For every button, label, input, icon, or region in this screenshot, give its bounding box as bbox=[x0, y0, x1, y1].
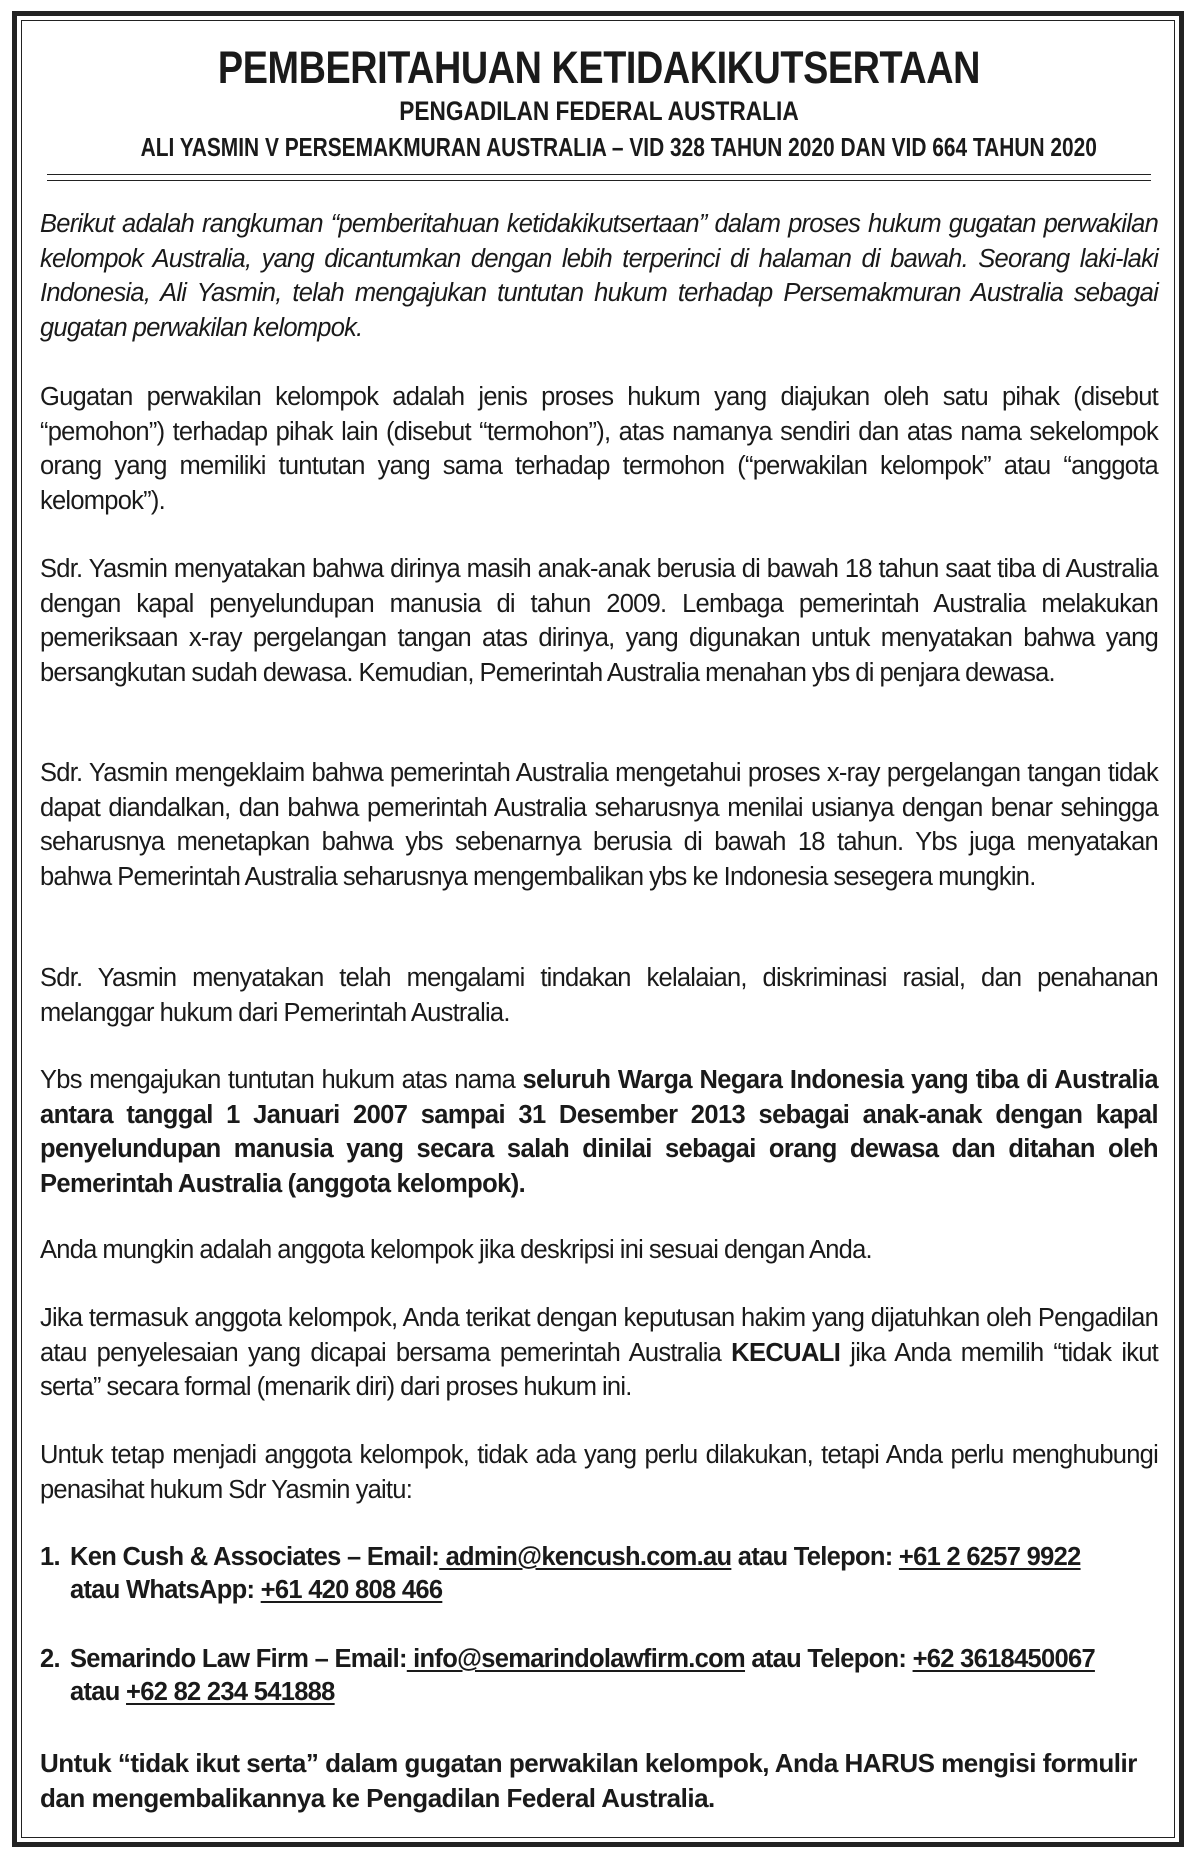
contact-phone-link[interactable]: +62 3618450067 bbox=[912, 1645, 1095, 1673]
paragraph-claim-background: Sdr. Yasmin menyatakan bahwa dirinya masih anak-anak berusia di bawah 18 tahun saat tiba di Australia dengan kapal penyelundupan manusia di tahun 2009. Lembaga pemerintah Australia melakukan pemeriksaan x-ray pergelangan tangan atas dirinya, yang digunakan untuk menyatakan bahwa yang bersangkutan sudah dewasa. Kemudian, Pemerintah Australia menahan ybs di penjara dewasa. bbox=[40, 555, 1158, 687]
paragraph-class-action-definition: Gugatan perwakilan kelompok adalah jenis proses hukum yang diajukan oleh satu pihak (disebut “pemohon”) terhadap pihak lain (disebut “termohon”), atas namanya sendiri dan atas nama sekelompok orang yang memiliki tuntutan yang sama terhadap termohon (“perwakilan kelompok” atau “anggota kelompok”). bbox=[40, 383, 1158, 515]
header-divider-bottom bbox=[47, 180, 1151, 181]
contact-alt-label: atau WhatsApp: bbox=[70, 1576, 261, 1604]
header-divider-top bbox=[47, 174, 1151, 175]
binding-lead: Jika termasuk anggota kelompok, Anda terikat dengan keputusan hakim yang dijatuhkan oleh Pengadilan atau penyelesaian yang dicapai bersama pemerintah Australia bbox=[40, 1304, 1158, 1367]
contact-firm: Ken Cush & Associates – Email: bbox=[70, 1543, 440, 1571]
contact-whatsapp-link[interactable]: +61 420 808 466 bbox=[260, 1576, 443, 1604]
paragraph-stay-member: Untuk tetap menjadi anggota kelompok, tidak ada yang perlu dilakukan, tetapi Anda perlu menghubungi penasihat hukum Sdr Yasmin yaitu: bbox=[40, 1441, 1158, 1504]
paragraph-claim-details: Sdr. Yasmin mengeklaim bahwa pemerintah Australia mengetahui proses x-ray pergelangan tangan tidak dapat diandalkan, dan bahwa pemerintah Australia seharusnya menilai usianya dengan benar sehingga seharusnya menetapkan bahwa ybs sebenarnya berusia di bawah 18 tahun. Ybs juga menyatakan bahwa Pemerintah Australia seharusnya mengembalikan ybs ke Indonesia sesegera mungkin. bbox=[40, 759, 1158, 891]
contact-email-link[interactable]: admin@kencush.com.au bbox=[439, 1543, 732, 1571]
group-members-lead: Ybs mengajukan tuntutan hukum atas nama bbox=[40, 1066, 523, 1094]
page-title: PEMBERITAHUAN KETIDAKIKUTSERTAAN bbox=[217, 42, 981, 93]
contact-email-link[interactable]: info@semarindolawfirm.com bbox=[406, 1645, 746, 1673]
court-name: PENGADILAN FEDERAL AUSTRALIA bbox=[399, 96, 799, 126]
header bbox=[40, 40, 1158, 168]
binding-exception: KECUALI bbox=[731, 1338, 841, 1367]
contact-list-item bbox=[40, 1643, 1158, 1709]
group-members-definition: seluruh Warga Negara Indonesia yang tiba di Australia antara tanggal 1 Januari 2007 sampai 31 Desember 2013 sebagai anak-anak dengan kapal penyelundupan manusia yang secara salah dinilai sebagai orang dewasa dan ditahan oleh Pemerintah Australia (anggota kelompok). bbox=[40, 1066, 1158, 1198]
contact-firm: Semarindo Law Firm – Email: bbox=[70, 1645, 407, 1673]
contact-phone-label: atau Telepon: bbox=[731, 1543, 899, 1571]
contact-alt-label: atau bbox=[70, 1678, 127, 1706]
binding-tail: jika Anda memilih “tidak ikut serta” secara formal (menarik diri) dari proses hukum ini. bbox=[40, 1338, 1158, 1401]
paragraph-allegations: Sdr. Yasmin menyatakan telah mengalami tindakan kelalaian, diskriminasi rasial, dan penahanan melanggar hukum dari Pemerintah Australia. bbox=[40, 964, 1158, 1027]
contact-list-item bbox=[40, 1541, 1158, 1607]
contact-phone-label: atau Telepon: bbox=[745, 1645, 913, 1673]
paragraph-eligibility: Anda mungkin adalah anggota kelompok jika deskripsi ini sesuai dengan Anda. bbox=[40, 1236, 872, 1264]
contact-phone-link[interactable]: +61 2 6257 9922 bbox=[898, 1543, 1081, 1571]
contact-number: 2. bbox=[40, 1645, 60, 1673]
contact-number: 1. bbox=[40, 1543, 60, 1571]
opt-out-instruction: Untuk “tidak ikut serta” dalam gugatan perwakilan kelompok, Anda HARUS mengisi formulir dan mengembalikannya ke Pengadilan Federal Australia. bbox=[40, 1748, 1137, 1813]
contact-alt-phone-link[interactable]: +62 82 234 541888 bbox=[126, 1678, 335, 1706]
intro-paragraph: Berikut adalah rangkuman “pemberitahuan ketidakikutsertaan” dalam proses hukum gugatan perwakilan kelompok Australia, yang dicantumkan dengan lebih terperinci di halaman di bawah. Seorang laki-laki Indonesia, Ali Yasmin, telah mengajukan tuntutan hukum terhadap Persemakmuran Australia sebagai gugatan perwakilan kelompok. bbox=[40, 210, 1158, 342]
paragraph-binding-decision bbox=[40, 1301, 1158, 1405]
case-reference: ALI YASMIN V PERSEMAKMURAN AUSTRALIA – VID 328 TAHUN 2020 DAN VID 664 TAHUN 2020 bbox=[140, 134, 1097, 162]
paragraph-group-members bbox=[40, 1063, 1158, 1201]
